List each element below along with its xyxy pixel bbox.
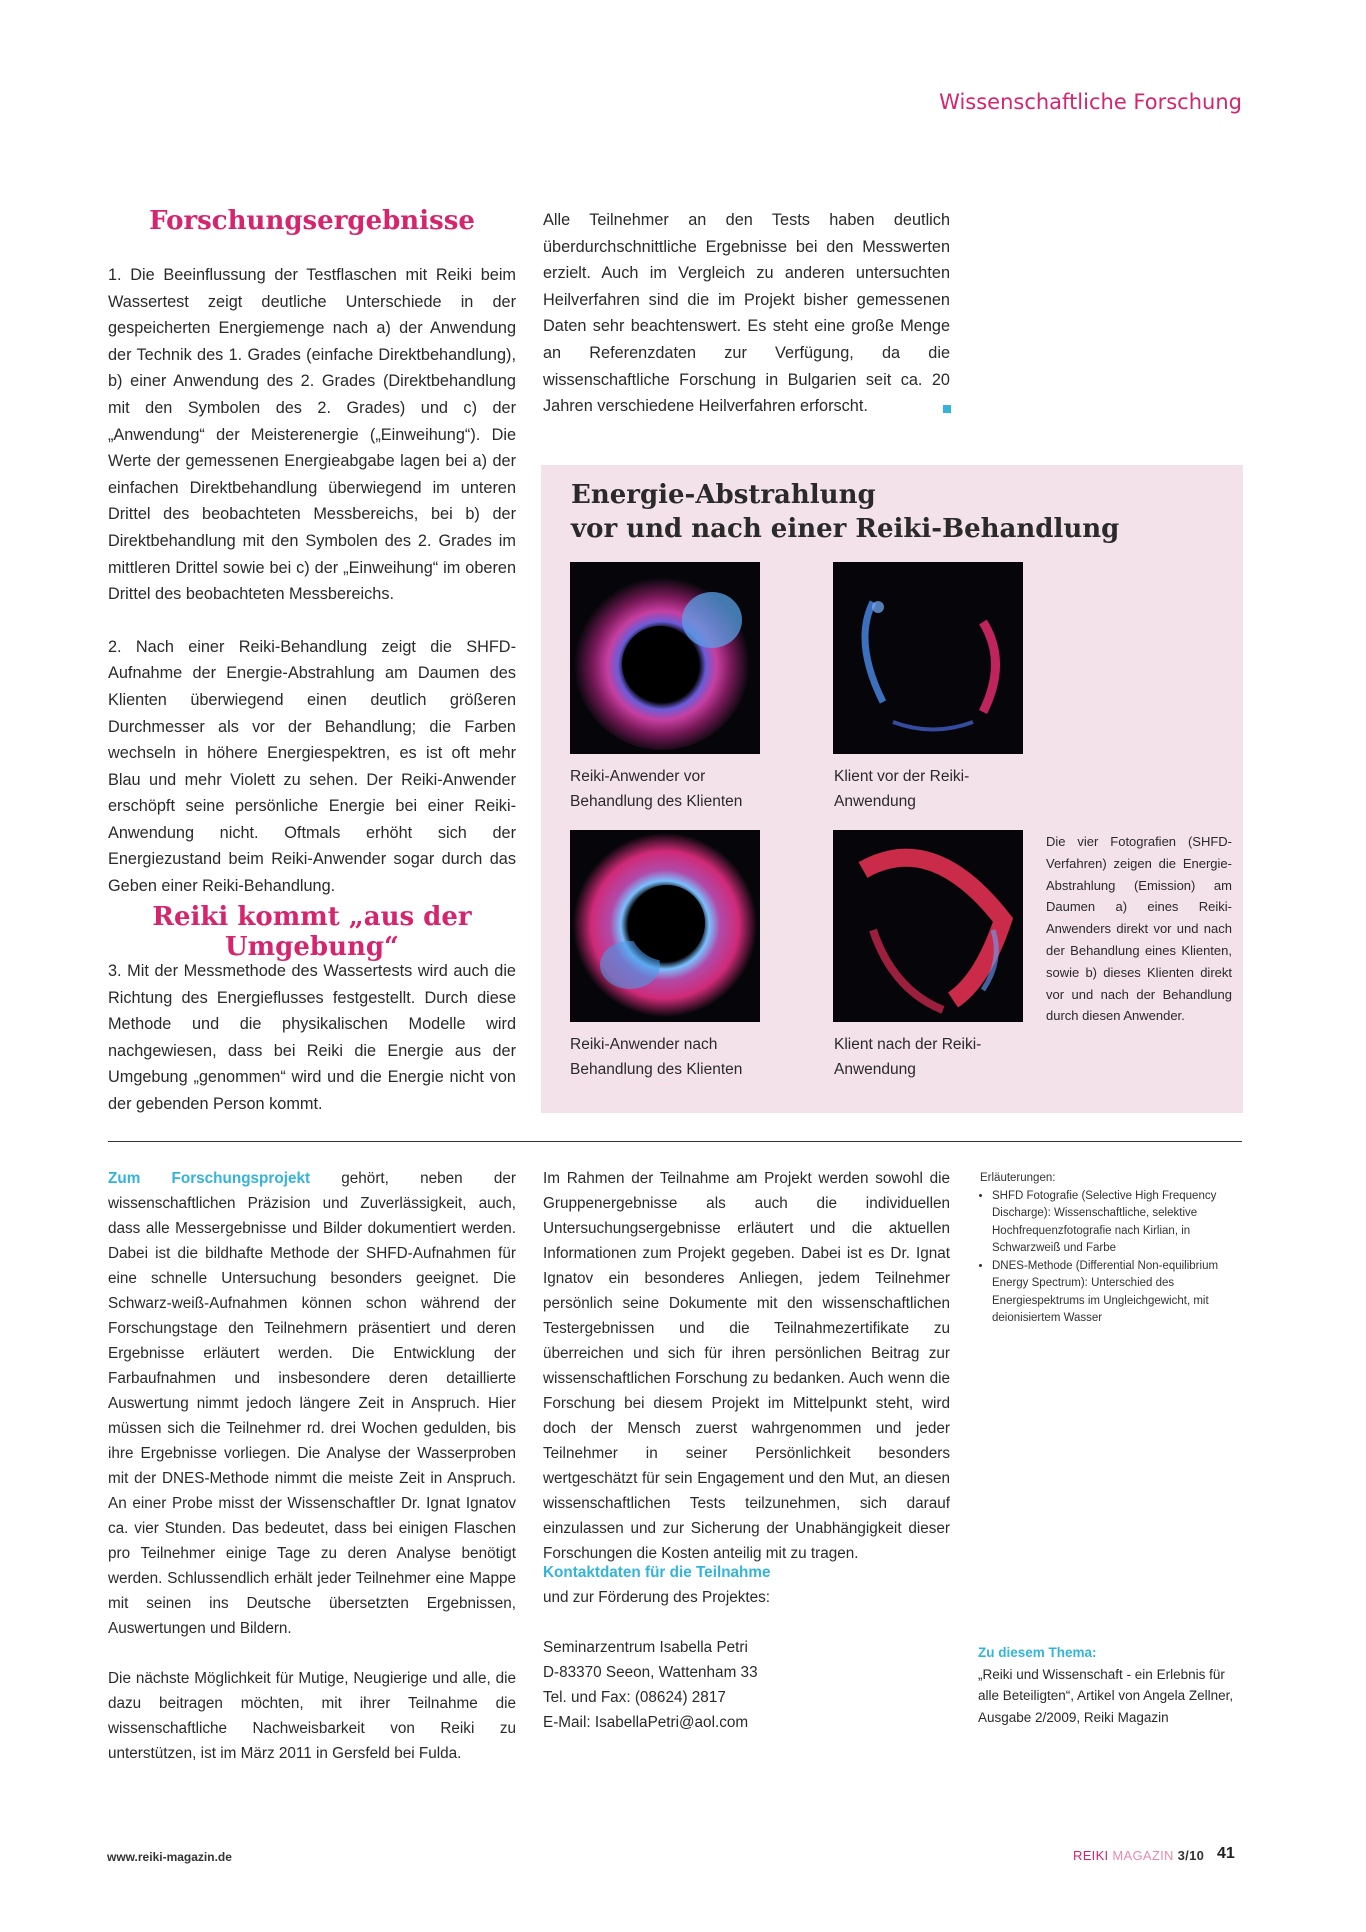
glossary-block — [980, 1170, 1238, 1328]
glossary-list — [980, 1188, 1238, 1328]
caption-4: Klient nach der Reiki-Anwendung — [834, 1036, 982, 1078]
heading-reiki-umgebung: Reiki kommt „aus der Umgebung“ — [152, 902, 472, 962]
paragraph-1: 1. Die Beeinflussung der Testflaschen mit Reiki beim Wassertest zeigt deutliche Unterschiede in der gespeicherten Energiemenge nach a) der Anwendung der Technik des 1. Grades (einfache Direktbehandlung), b) einer Anwendung des 2. Grades (Direktbehandlung mit den Symbolen des 2. Grades) und c) der „Anwendung“ der Meisterenergie („Einweihung“). Die Werte der gemessenen Energieabgabe lagen bei a) der einfachen Direktbehandlung überwiegend im unteren Drittel des beobachteten Messbereichs, bei b) der Direktbehandlung mit den Symbolen des 2. Grades im mittleren Drittel sowie bei c) der „Einweihung“ im oberen Drittel des beobachteten Messbereichs. — [108, 266, 516, 604]
contact-line-phone: Tel. und Fax: (08624) 2817 — [543, 1689, 726, 1706]
left-column-text — [108, 262, 516, 900]
contact-subheading: und zur Förderung des Projektes: — [543, 1589, 771, 1606]
horizontal-rule — [108, 1141, 1242, 1142]
footer-brand: REIKI — [1073, 1848, 1109, 1863]
contact-block — [543, 1560, 771, 1735]
figure-title — [571, 478, 1119, 546]
paragraph-teilnehmer: Alle Teilnehmer an den Tests haben deutlich überdurchschnittliche Ergebnisse bei den Messwerten erzielt. Auch im Vergleich zu anderen untersuchten Heilverfahren sind die im Projekt bisher gemessenen Daten sehr beachtenswert. Es steht eine große Menge an Referenzdaten zur Verfügung, da die wissenschaftliche Forschung in Bulgarien seit ca. 20 Jahren verschiedene Heilverfahren erforscht. — [543, 211, 950, 416]
next-opportunity-paragraph: Die nächste Möglichkeit für Mutige, Neugierige und alle, die dazu beitragen möchten, mit ihrer Teilnahme die wissenschaftliche Nachweisbarkeit von Reiki zu unterstützen, ist im März 2011 in Gersfeld bei Fulda. — [108, 1670, 516, 1762]
footer-magazine: MAGAZIN — [1108, 1848, 1174, 1863]
heading-forschungsergebnisse: Forschungsergebnisse — [149, 206, 475, 236]
section-tag: Wissenschaftliche Forschung — [939, 90, 1242, 114]
figure-side-note: Die vier Fotografien (SHFD-Verfahren) zeigen die Energie-Abstrahlung (Emission) am Daumen a) eines Reiki-Anwenders direkt vor und nach der Behandlung eines Klienten, sowie b) dieses Klienten direkt vor und nach der Behandlung durch diesen Anwender. — [1046, 834, 1232, 1024]
figure-title-line-2: vor und nach einer Reiki-Behandlung — [571, 514, 1120, 544]
contact-line-name: Seminarzentrum Isabella Petri — [543, 1639, 748, 1656]
glossary-item-shfd: • SHFD Fotografie (Selective High Frequency Discharge): Wissenschaftliche, selektive Hochfrequenzfotografie nach Kirlian, in Schwarzweiß und Farbe — [992, 1188, 1238, 1258]
projekt-rahmen-paragraph: Im Rahmen der Teilnahme am Projekt werden sowohl die Gruppenergebnisse als auch die individuellen Untersuchungsergebnisse erläutert und die aktuellen Informationen zum Projekt gegeben. Dabei ist es Dr. Ignat Ignatov ein besonderes Anliegen, jedem Teilnehmer persönlich seine Dokumente mit den wissenschaftlichen Testergebnissen und die Teilnahmezertifikate zu überreichen und sich für ihren persönlichen Beitrag zur wissenschaftlichen Forschung zu bedanken. Auch wenn die Forschung bei diesem Projekt im Mittelpunkt steht, wird doch der Mensch zuerst wahrgenommen und jeder Teilnehmer in seiner Persönlichkeit besonders wertgeschätzt für sein Engagement und den Mut, an diesen wissenschaftlichen Tests teilzunehmen, sich darauf einzulassen und zur Sicherung der Unabhängigkeit dieser Forschungen die Kosten anteilig mit zu tragen. — [543, 1170, 950, 1562]
shfd-photo-anwender-vor — [570, 562, 760, 754]
right-top-text — [543, 207, 950, 420]
end-mark-icon — [943, 405, 951, 413]
forschungsprojekt-text: gehört, neben der wissenschaftlichen Präzision und Zuverlässigkeit, auch, dass alle Messergebnisse und Bilder dokumentiert werden. Dabei ist die bildhafte Methode der SHFD-Aufnahmen für eine schnelle Untersuchung besonders geeignet. Die Schwarz-weiß-Aufnahmen können schon während der Forschungstage den Teilnehmern präsentiert und deren Ergebnisse erläutert werden. Die Entwicklung der Farbaufnahmen und insbesondere deren detaillierte Auswertung nimmt jedoch längere Zeit in Anspruch. Hier müssen sich die Teilnehmer rd. drei Wochen gedulden, bis ihre Ergebnisse vorliegen. Die Analyse der Wasserproben mit der DNES-Methode nimmt die meiste Zeit in Anspruch. An einer Probe misst der Wissenschaftler Dr. Ignat Ignatov ca. vier Stunden. Das bedeutet, dass bei einigen Flaschen pro Teilnehmer einige Tage zu deren Analyse benötigt werden. Schlussendlich erhält jeder Teilnehmer eine Mappe mit seinen ins Deutsche übersetzten Ergebnissen, Auswertungen und Bildern. — [108, 1170, 516, 1637]
shfd-photo-anwender-nach — [570, 830, 760, 1022]
forschungsprojekt-lead: Zum Forschungsprojekt — [108, 1170, 311, 1187]
caption-1: Reiki-Anwender vor Behandlung des Klienten — [570, 768, 743, 810]
footer-url: www.reiki-magazin.de — [107, 1850, 232, 1864]
paragraph-3: 3. Mit der Messmethode des Wassertests wird auch die Richtung des Energieflusses festgestellt. Durch diese Methode und die physikalischen Modelle wird nachgewiesen, dass bei Reiki die Energie aus der Umgebung „genommen“ wird und die Energie nicht von der gebenden Person kommt. — [108, 962, 516, 1113]
caption-2: Klient vor der Reiki-Anwendung — [834, 768, 970, 810]
glossary-title: Erläuterungen: — [980, 1172, 1056, 1184]
topic-block — [978, 1642, 1240, 1728]
bottom-left-text — [108, 1166, 516, 1766]
bottom-middle-text — [543, 1166, 950, 1566]
forschungsprojekt-paragraph — [108, 1166, 516, 1641]
left-column-text-2 — [108, 958, 516, 1118]
shfd-photo-klient-vor — [833, 562, 1023, 754]
footer-issue-number: 3/10 — [1173, 1848, 1205, 1863]
page-number: 41 — [1217, 1845, 1235, 1862]
contact-line-address: D-83370 Seeon, Wattenham 33 — [543, 1664, 758, 1681]
contact-heading: Kontaktdaten für die Teilnahme — [543, 1564, 771, 1581]
topic-heading: Zu diesem Thema: — [978, 1645, 1097, 1660]
figure-title-line-1: Energie-Abstrahlung — [571, 480, 876, 510]
paragraph-2: 2. Nach einer Reiki-Behandlung zeigt die SHFD-Aufnahme der Energie-Abstrahlung am Daumen des Klienten überwiegend einen deutlich größeren Durchmesser als vor der Behandlung; die Farben wechseln in höhere Energiespektren, es ist oft mehr Blau und mehr Violett zu sehen. Der Reiki-Anwender erschöpft seine persönliche Energie bei einer Reiki-Anwendung nicht. Oftmals erhöht sich der Energiezustand beim Reiki-Anwender sogar durch das Geben einer Reiki-Behandlung. — [108, 637, 516, 896]
caption-3: Reiki-Anwender nach Behandlung des Klienten — [570, 1036, 743, 1078]
topic-text: „Reiki und Wissenschaft - ein Erlebnis für alle Beteiligten“, Artikel von Angela Zellner, Ausgabe 2/2009, Reiki Magazin — [978, 1666, 1234, 1725]
footer-issue — [1073, 1848, 1204, 1863]
glossary-item-dnes: • DNES-Methode (Differential Non-equilibrium Energy Spectrum): Unterschied des Energiespektrums im Ungleichgewicht, mit deionisiertem Wasser — [992, 1258, 1238, 1328]
contact-line-email: E-Mail: IsabellaPetri@aol.com — [543, 1714, 749, 1731]
shfd-photo-klient-nach — [833, 830, 1023, 1022]
